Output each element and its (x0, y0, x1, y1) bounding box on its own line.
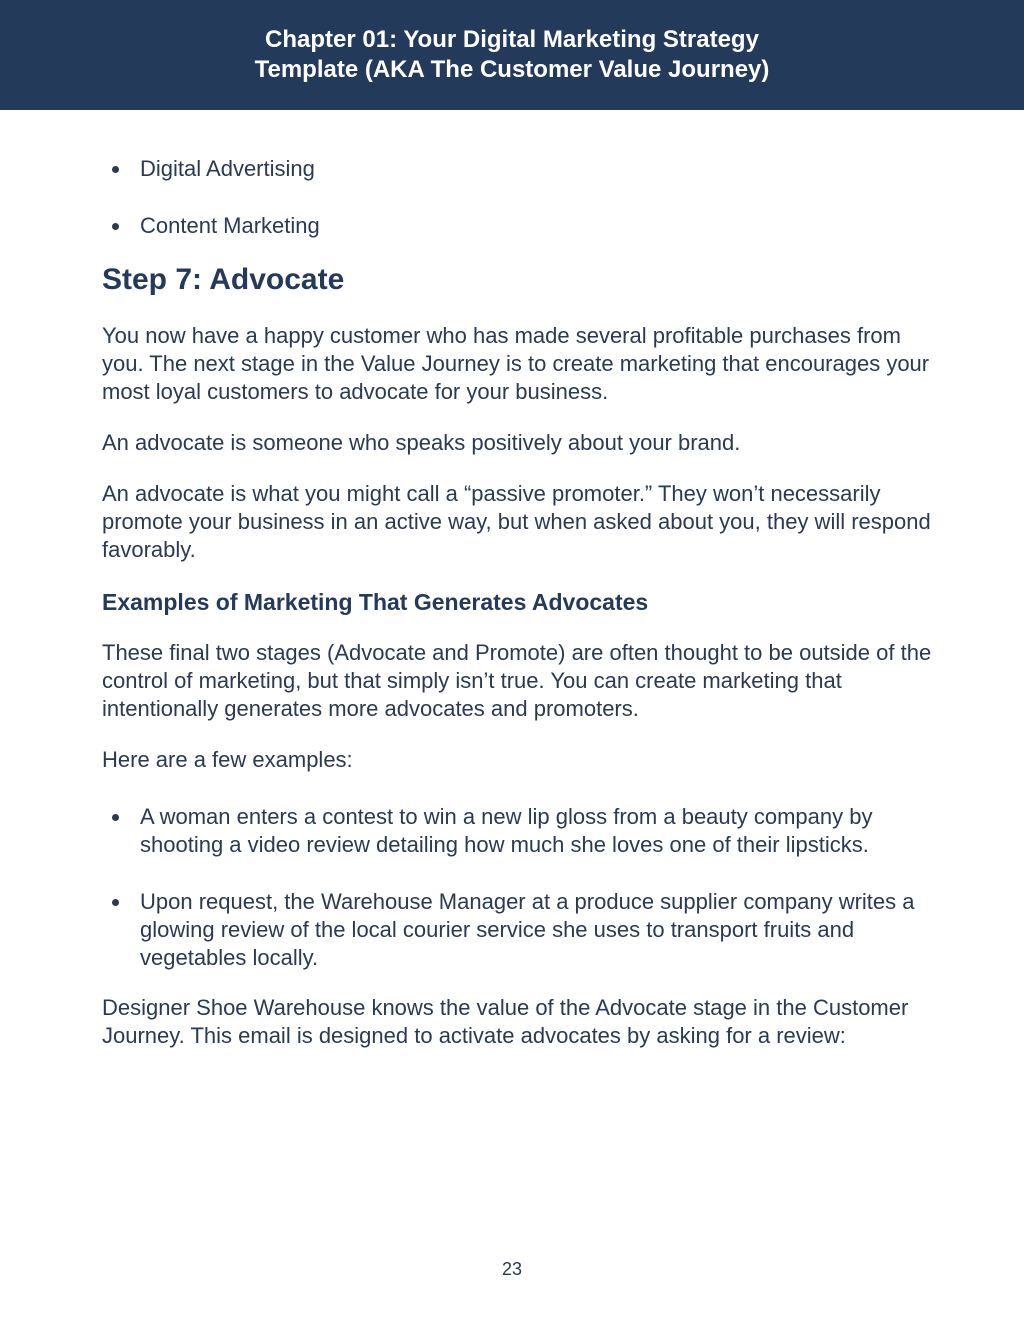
list-item-text: A woman enters a contest to win a new lip gloss from a beauty company by shooting a video review detailing how much she loves one of their lipsticks. (140, 804, 873, 857)
bullet-dot-icon (112, 814, 119, 821)
chapter-header (0, 0, 1024, 110)
step-heading: Step 7: Advocate (102, 263, 345, 296)
list-item-text: Digital Advertising (140, 156, 315, 181)
example-bullet-list (102, 803, 932, 972)
chapter-title-line-2: Template (AKA The Customer Value Journey) (254, 56, 770, 83)
page-content (102, 150, 932, 1050)
list-item (102, 803, 932, 859)
examples-subheading: Examples of Marketing That Generates Advocates (102, 589, 649, 615)
list-item (102, 212, 932, 240)
list-item-text: Upon request, the Warehouse Manager at a produce supplier company writes a glowing review of the local courier service she uses to transport fruits and vegetables locally. (140, 889, 915, 970)
definition-paragraph: An advocate is someone who speaks positively about your brand. (102, 430, 741, 455)
chapter-title-line-1: Chapter 01: Your Digital Marketing Strategy (265, 26, 759, 53)
passive-promoter-paragraph: An advocate is what you might call a “passive promoter.” They won’t necessarily promote your business in an active way, but when asked about you, they will respond favorably. (102, 481, 931, 562)
bullet-dot-icon (112, 899, 119, 906)
examples-intro-paragraph: Here are a few examples: (102, 747, 353, 772)
stages-paragraph: These final two stages (Advocate and Promote) are often thought to be outside of the control of marketing, but that simply isn’t true. You can create marketing that intentionally generates more advocates and promoters. (102, 640, 932, 721)
list-item-text: Content Marketing (140, 213, 320, 238)
intro-paragraph: You now have a happy customer who has made several profitable purchases from you. The next stage in the Value Journey is to create marketing that encourages your most loyal customers to advocate for your business. (102, 323, 930, 404)
list-item (102, 155, 932, 183)
list-item (102, 888, 932, 972)
top-bullet-list (102, 155, 932, 240)
page-number: 23 (501, 1259, 523, 1279)
bullet-dot-icon (112, 166, 119, 173)
bullet-dot-icon (112, 223, 119, 230)
closing-paragraph: Designer Shoe Warehouse knows the value of the Advocate stage in the Customer Journey. This email is designed to activate advocates by asking for a review: (102, 995, 909, 1048)
